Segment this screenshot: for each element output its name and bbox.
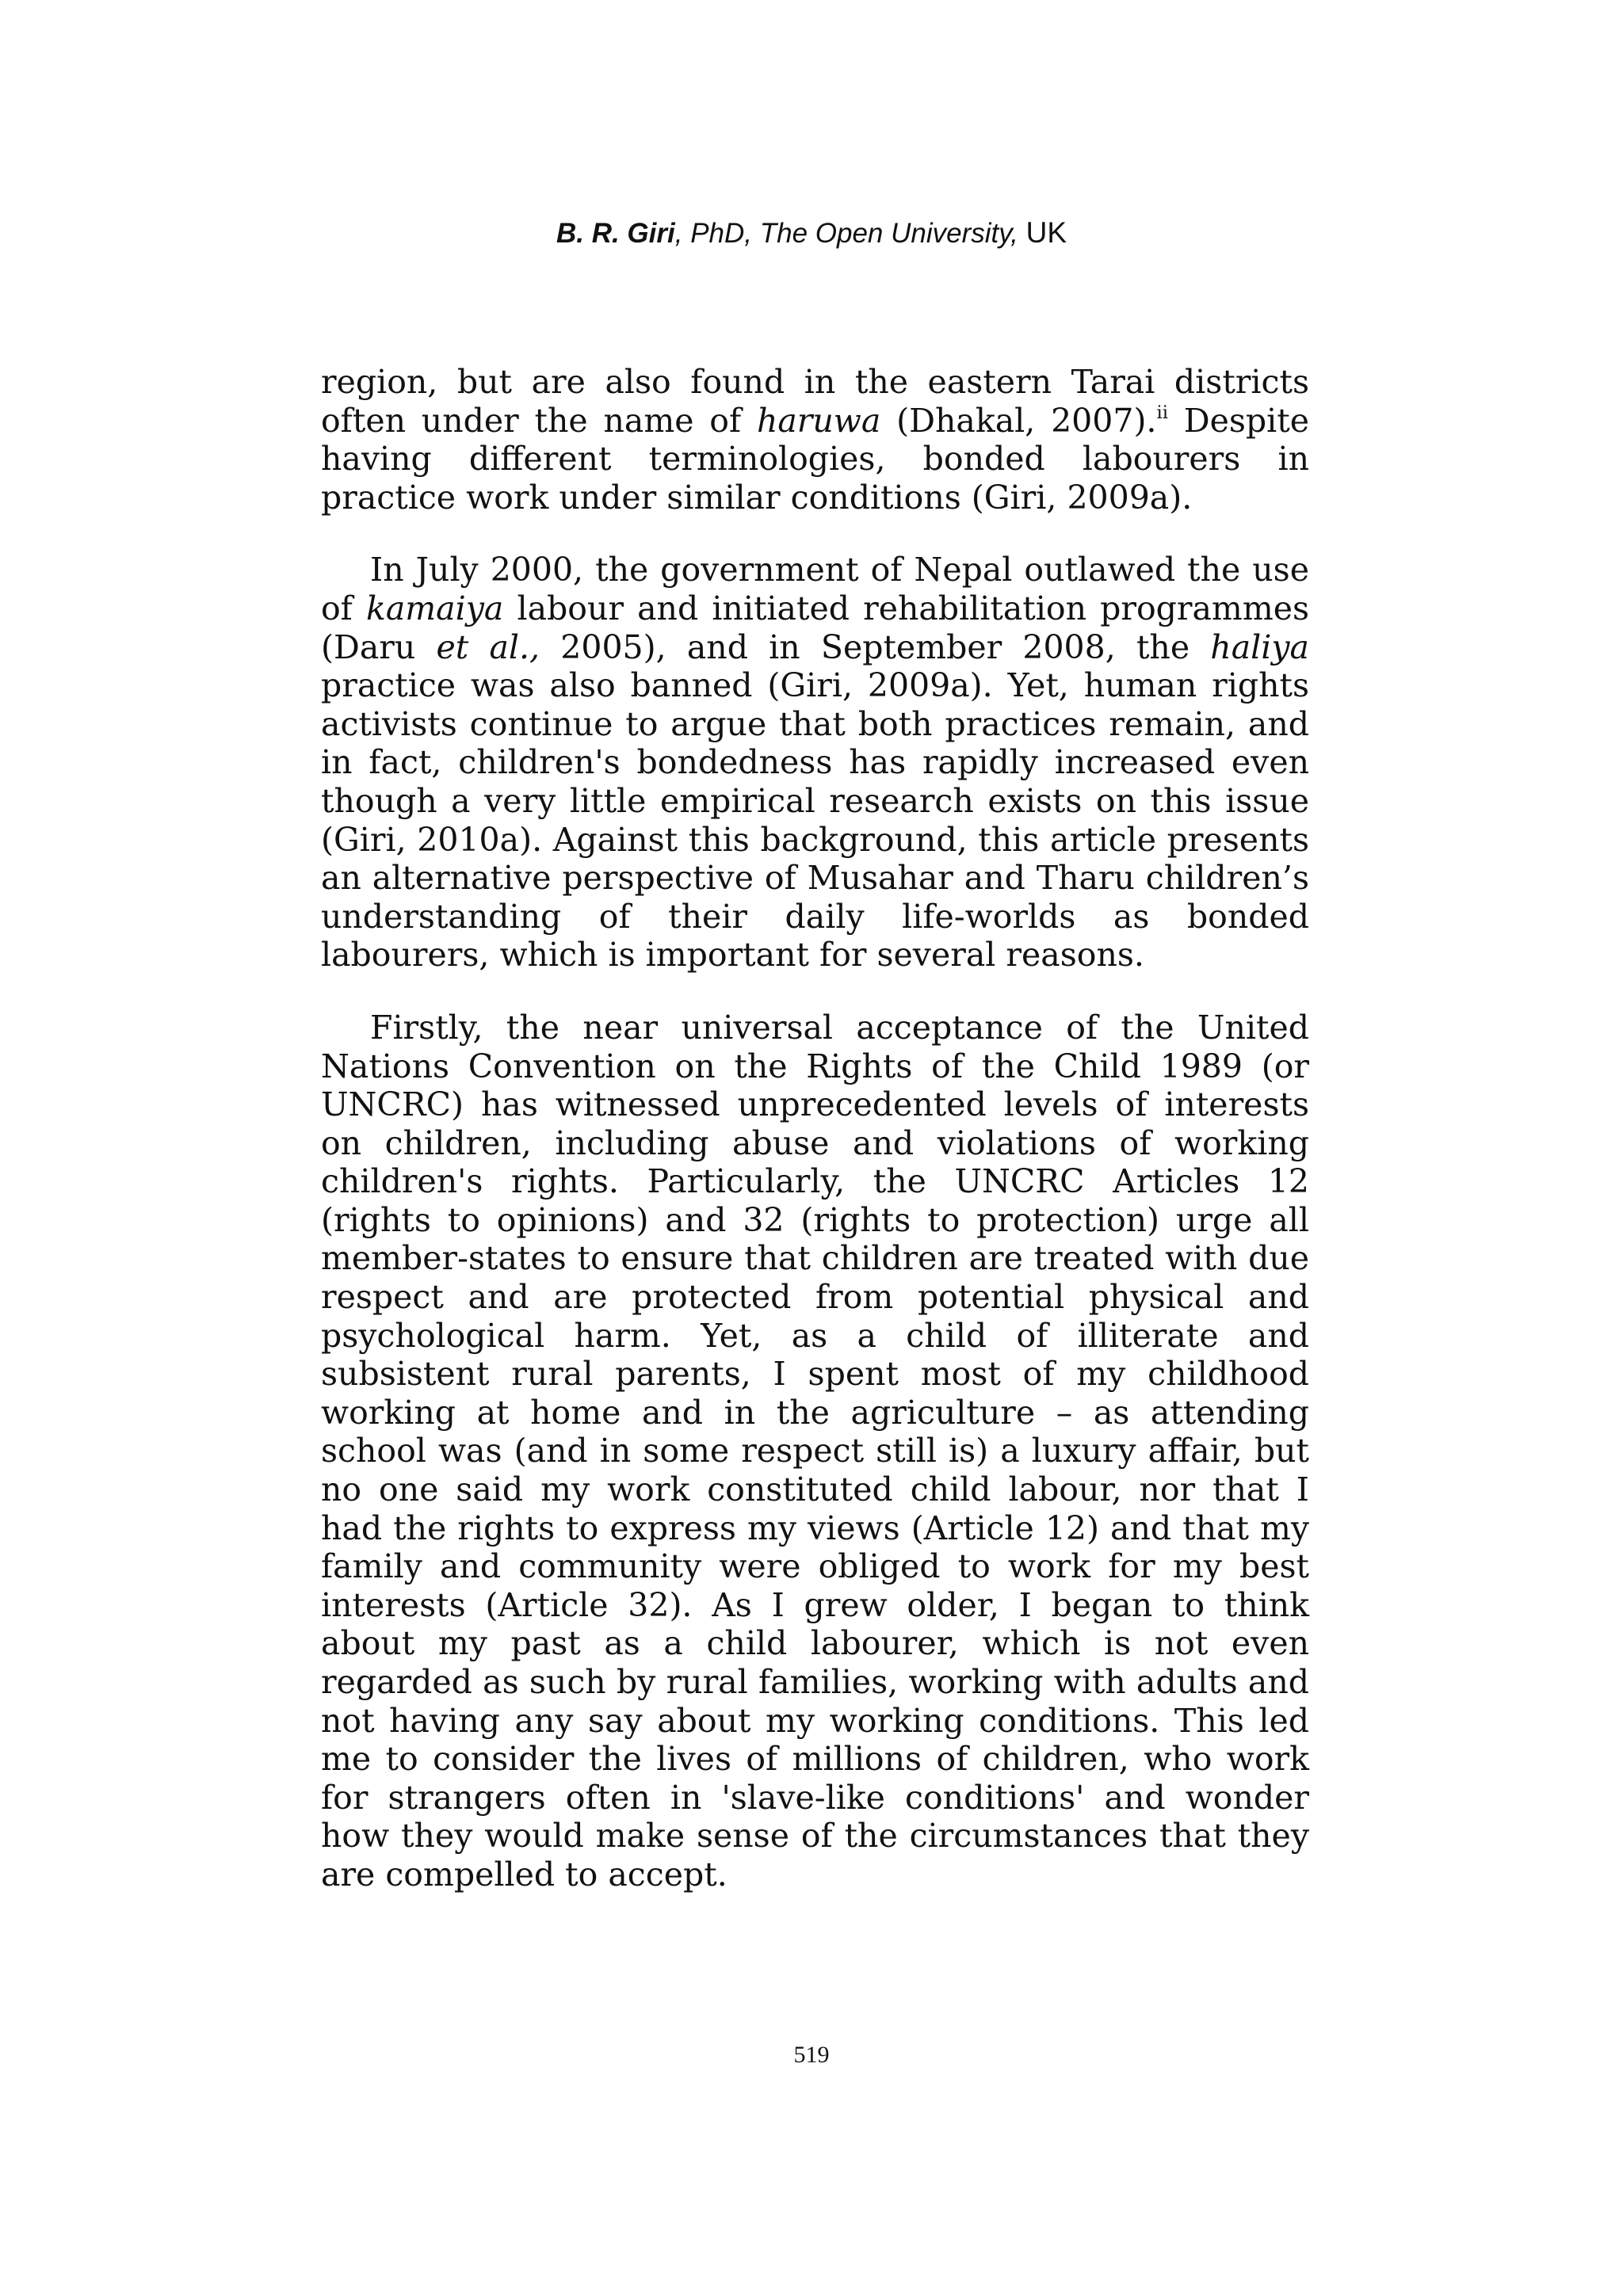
header-degree: PhD: [690, 218, 745, 249]
text-run: (Dhakal, 2007).: [880, 401, 1157, 440]
endnote-marker[interactable]: ii: [1156, 402, 1168, 423]
body-text: [321, 363, 1309, 1928]
running-header: [0, 215, 1623, 251]
text-run: Despite having different terminologies, bonded labourers in practice work under similar conditions (Giri, 2009a).: [321, 401, 1309, 517]
paragraph-continued: [321, 363, 1309, 517]
italic-term: haruwa: [756, 401, 881, 440]
text-run: Firstly, the near universal acceptance of the United Nations Convention on the Rights of the Child 1989 (or UNCRC) has witnessed unprecedented levels of interests on children, including abuse and violations of working children's rights. Particularly, the UNCRC Articles 12 (rights to opinions) and 32 (rights to protection) urge all member-states to ensure that children are treated with due respect and are protected from potential physical and psychological harm. Yet, as a child of illiterate and subsistent rural parents, I spent most of my childhood working at home and in the agriculture – as attending school was (and in some respect still is) a luxury affair, but no one said my work constituted child labour, nor that I had the rights to express my views (Article 12) and that my family and community were obliged to work for my best interests (Article 32). As I grew older, I began to think about my past as a child labourer, which is not even regarded as such by rural families, working with adults and not having any say about my working conditions. This led me to consider the lives of millions of children, who work for strangers often in 'slave-like conditions' and wonder how they would make sense of the circumstances that they are compelled to accept.: [321, 1008, 1309, 1894]
header-country: UK: [1025, 216, 1067, 249]
paragraph-background: [321, 551, 1309, 974]
text-run: practice was also banned (Giri, 2009a). Yet, human rights activists continue to argue that both practices remain, and in fact, children's bondedness has rapidly increased even though a very little empirical research exists on this issue (Giri, 2010a). Against this background, this article presents an alternative perspective of Musahar and Tharu children’s understanding of their daily life-worlds as bonded labourers, which is important for several reasons.: [321, 666, 1309, 974]
paragraph-firstly: [321, 1009, 1309, 1894]
text-run: region, but are also found in the eastern Tarai districts often under the name of: [321, 363, 1309, 440]
italic-term: kamaiya: [366, 589, 504, 627]
text-run: labour and initiated rehabilitation programmes (Daru: [321, 589, 1309, 666]
header-separator: ,: [674, 218, 691, 249]
header-separator: ,: [744, 218, 760, 249]
text-run: 2005), and in September 2008, the: [540, 627, 1211, 666]
text-run: In July 2000, the government of Nepal outlawed the use of: [321, 551, 1309, 627]
italic-term: et al.,: [436, 627, 540, 666]
header-author: B. R. Giri: [556, 218, 675, 249]
italic-term: haliya: [1210, 627, 1309, 666]
page-number: 519: [793, 2042, 830, 2068]
header-institution: The Open University,: [759, 218, 1026, 249]
